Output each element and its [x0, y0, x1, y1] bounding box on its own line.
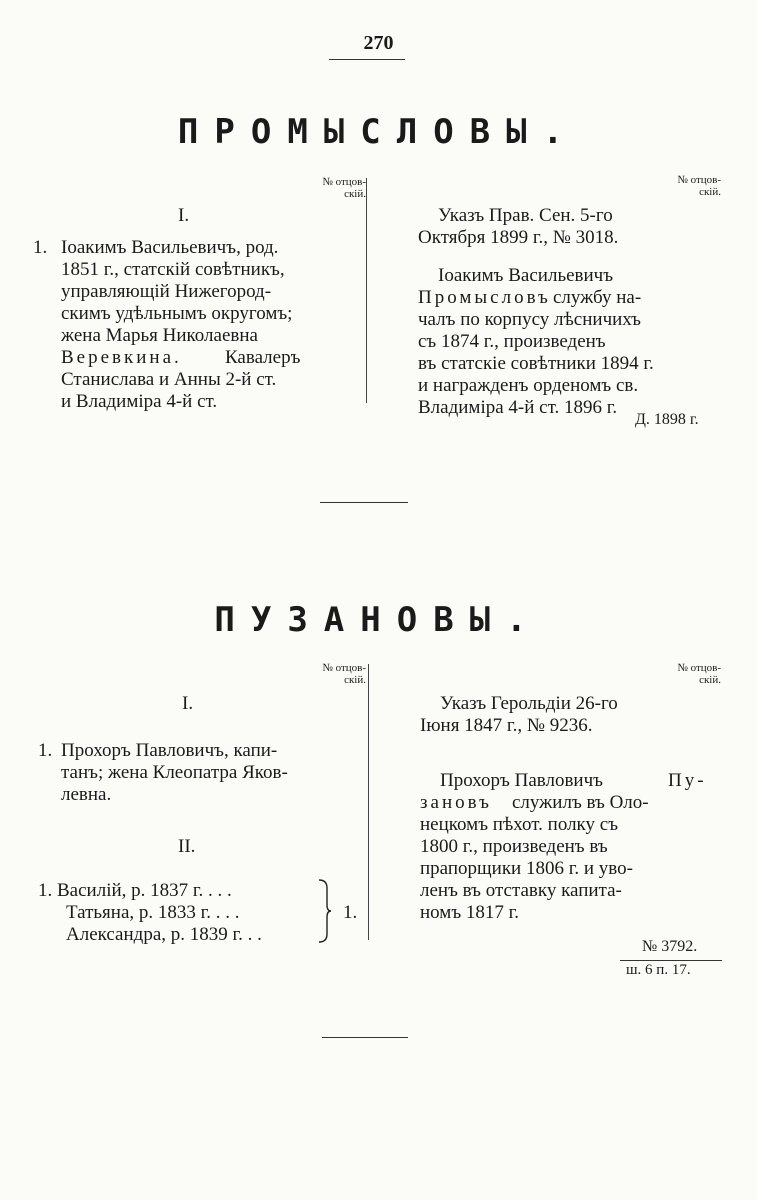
note-line: нецкомъ пѣхот. полку съ	[420, 814, 619, 835]
section-title-puzanovy: ПУЗАНОВЫ.	[214, 600, 543, 640]
generation-label: II.	[178, 836, 196, 857]
entry-line: Кавалеръ	[225, 347, 301, 368]
entry-line-surname: Веревкина.	[61, 347, 182, 368]
page-number-rule	[329, 59, 405, 60]
note-line: Іоакимъ Васильевичъ	[438, 265, 614, 286]
section-divider	[322, 1037, 408, 1038]
column-divider	[366, 178, 367, 403]
right-column-header: № отцов- скій.	[677, 174, 721, 198]
decree-line: Іюня 1847 г., № 9236.	[420, 715, 593, 736]
note-line: службу на-	[553, 287, 642, 308]
entry-line: левна.	[61, 784, 112, 805]
note-line-surname: Пу-	[668, 770, 707, 791]
decree-line: Октября 1899 г., № 3018.	[418, 227, 619, 248]
note-line: и награжденъ орденомъ св.	[418, 375, 639, 396]
child-entry: Александра, р. 1839 г. . .	[66, 924, 262, 945]
note-line: прапорщики 1806 г. и уво-	[420, 858, 633, 879]
note-line: Владиміра 4-й ст. 1896 г.	[418, 397, 618, 418]
decree-line: Указъ Прав. Сен. 5-го	[438, 205, 613, 226]
file-reference: № 3792.	[642, 938, 698, 955]
note-line: номъ 1817 г.	[420, 902, 520, 923]
entry-line: танъ; жена Клеопатра Яков-	[61, 762, 288, 783]
child-entry: 1. Василій, р. 1837 г. . . .	[38, 880, 232, 901]
column-divider	[368, 664, 369, 940]
file-reference: Д. 1898 г.	[635, 411, 699, 428]
decree-line: Указъ Герольдіи 26-го	[440, 693, 618, 714]
entry-line: управляющій Нижегород-	[61, 281, 272, 302]
note-line-surname: зановъ	[420, 792, 492, 813]
entry-line: 1851 г., статскій совѣтникъ,	[61, 259, 285, 280]
left-column-header: № отцов- скій.	[322, 176, 366, 200]
page-number: 270	[363, 32, 394, 54]
note-line: служилъ въ Оло-	[512, 792, 649, 813]
note-line-surname: Промысловъ	[418, 287, 551, 308]
entry-line: Прохоръ Павловичъ, капи-	[61, 740, 278, 761]
note-line: чалъ по корпусу лѣсничихъ	[418, 309, 641, 330]
child-entry: Татьяна, р. 1833 г. . . .	[66, 902, 240, 923]
entry-line: Іоакимъ Васильевичъ, род.	[61, 237, 279, 258]
left-column-header: № отцов- скій.	[322, 662, 366, 686]
children-brace	[316, 878, 332, 944]
note-line: 1800 г., произведенъ въ	[420, 836, 608, 857]
right-column-header: № отцов- скій.	[677, 662, 721, 686]
note-line: въ статскіе совѣтники 1894 г.	[418, 353, 654, 374]
note-line: съ 1874 г., произведенъ	[418, 331, 606, 352]
note-line: Прохоръ Павловичъ	[440, 770, 603, 791]
reference-rule	[620, 960, 722, 961]
entry-number: 1.	[38, 740, 53, 761]
section-divider	[320, 502, 408, 503]
entry-line: жена Марья Николаевна	[61, 325, 258, 346]
entry-line: и Владиміра 4-й ст.	[61, 391, 218, 412]
file-reference: ш. 6 п. 17.	[626, 962, 691, 978]
section-title-promyslovy: ПРОМЫСЛОВЫ.	[177, 112, 580, 152]
entry-line: скимъ удѣльнымъ округомъ;	[61, 303, 293, 324]
generation-label: I.	[178, 205, 190, 226]
father-number: 1.	[343, 902, 358, 923]
entry-line: Станислава и Анны 2-й ст.	[61, 369, 277, 390]
generation-label: I.	[182, 693, 194, 714]
entry-number: 1.	[33, 237, 48, 258]
note-line: ленъ въ отставку капита-	[420, 880, 622, 901]
